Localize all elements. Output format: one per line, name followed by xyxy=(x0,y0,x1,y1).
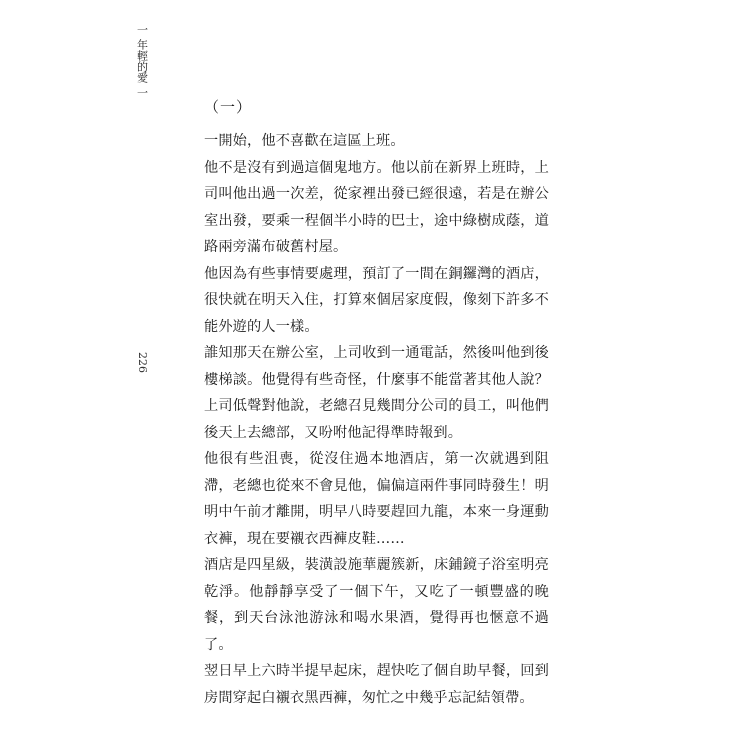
paragraph-3: 他因為有些事情要處理，預訂了一間在銅鑼灣的酒店，很快就在明天入住，打算來個居家度假，像刻下許多不能外遊的人一樣。 xyxy=(204,265,549,335)
running-header-dash-top: 一 xyxy=(135,24,149,35)
running-header-title: 年輕的愛 xyxy=(135,39,149,83)
body-text xyxy=(204,96,549,711)
running-header xyxy=(131,22,153,100)
running-header-dash-bottom: 一 xyxy=(135,87,149,98)
page-number: 226 xyxy=(136,352,149,373)
paragraph-7: 翌日早上六時半提早起床，趕快吃了個自助早餐，回到房間穿起白襯衣黑西褲，匆忙之中幾乎忘記結領帶。 xyxy=(204,663,549,706)
paragraph-2: 他不是沒有到過這個鬼地方。他以前在新界上班時，上司叫他出過一次差，從家裡出發已經很遠，若是在辦公室出發，要乘一程個半小時的巴士，途中綠樹成蔭，道路兩旁滿布破舊村屋。 xyxy=(204,159,549,255)
paragraph-1: 一開始，他不喜歡在這區上班。 xyxy=(204,133,405,149)
paragraph-5: 他很有些沮喪，從沒住過本地酒店，第一次就遇到阻滯，老總也從來不會見他，偏偏這兩件事同時發生！明明中午前才離開，明早八時要趕回九龍，本來一身運動衣褲，現在要襯衣西褲皮鞋…… xyxy=(204,451,549,547)
chapter-heading: （一） xyxy=(204,98,253,116)
paragraph-6: 酒店是四星級，裝潢設施華麗簇新，床鋪鏡子浴室明亮乾淨。他靜靜享受了一個下午，又吃了一頓豐盛的晚餐，到天台泳池游泳和喝水果酒，覺得再也愜意不過了。 xyxy=(204,557,549,653)
paragraph-4: 誰知那天在辦公室，上司收到一通電話，然後叫他到後樓梯談。他覺得有些奇怪，什麼事不能當著其他人說？上司低聲對他說，老總召見幾間分公司的員工，叫他們後天上去總部，又吩咐他記得準時報到。 xyxy=(204,345,549,441)
